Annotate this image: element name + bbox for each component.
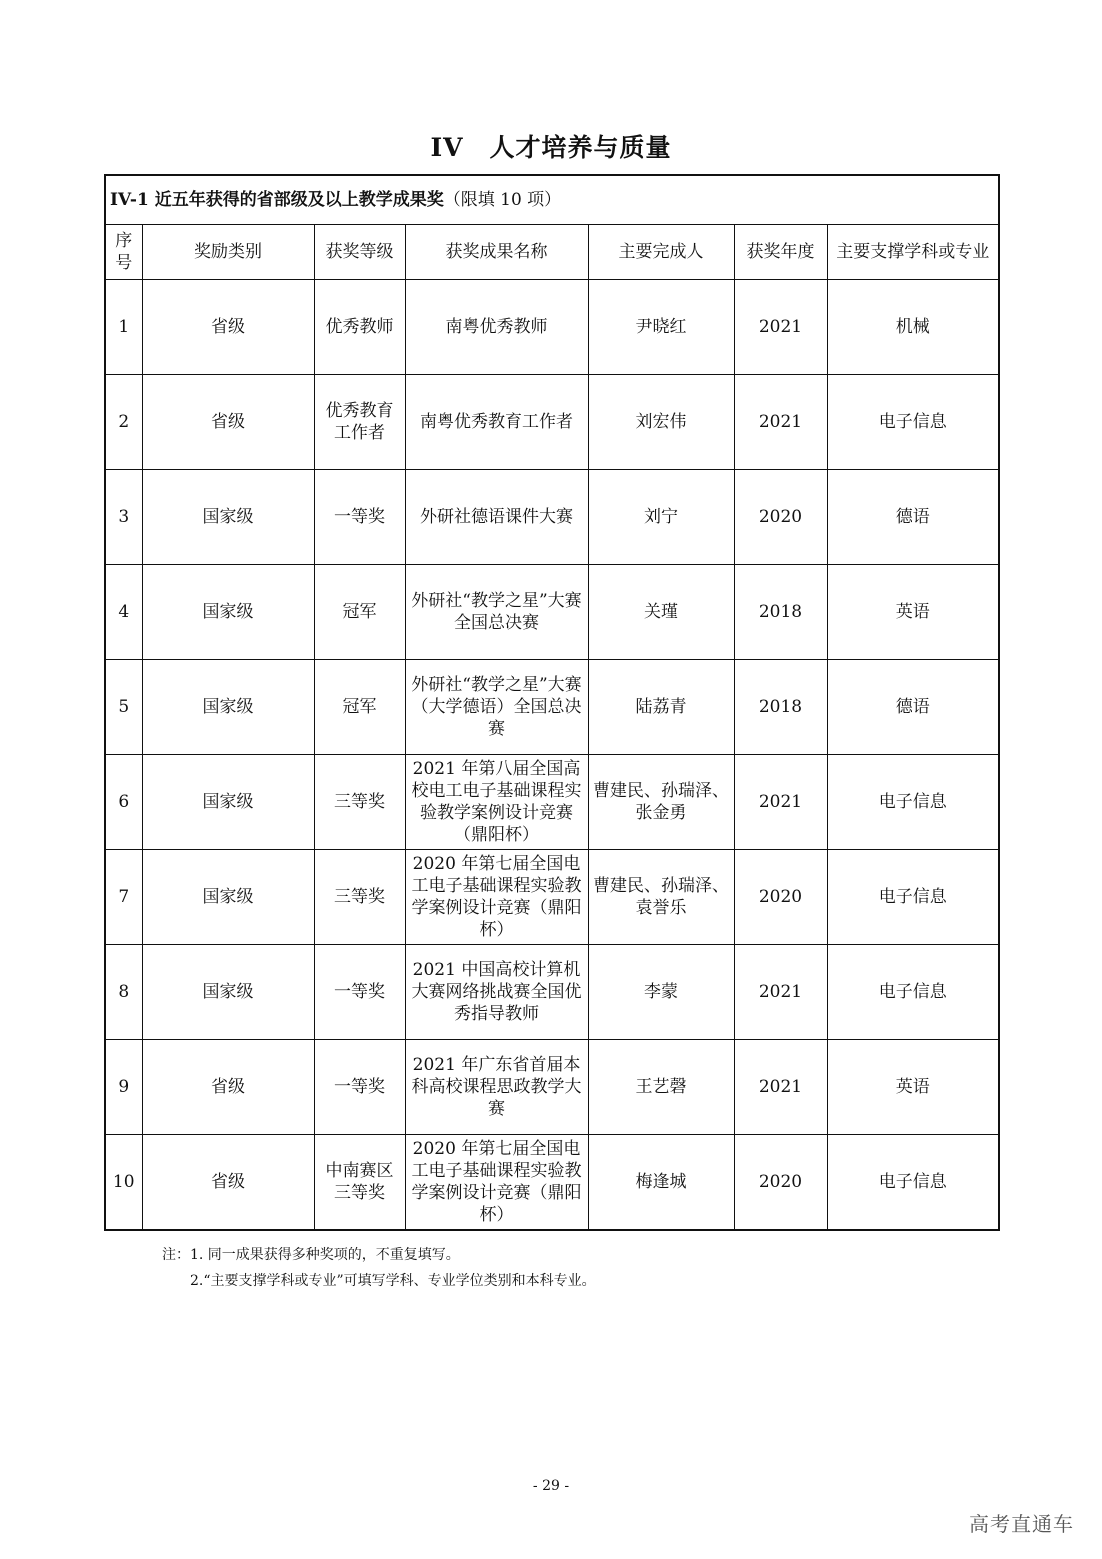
cell-name: 外研社“教学之星”大赛全国总决赛 xyxy=(405,565,588,660)
cell-name: 2021 年广东省首届本科高校课程思政教学大赛 xyxy=(405,1040,588,1135)
cell-level: 冠军 xyxy=(314,660,405,755)
table-row xyxy=(105,1040,999,1135)
cell-level: 一等奖 xyxy=(314,470,405,565)
cell-no: 4 xyxy=(105,565,142,660)
column-header: 奖励类别 xyxy=(142,225,314,280)
cell-level: 优秀教师 xyxy=(314,280,405,375)
cell-level: 优秀教育工作者 xyxy=(314,375,405,470)
cell-category: 国家级 xyxy=(142,850,314,945)
section-label: IV-1 近五年获得的省部级及以上教学成果奖 xyxy=(110,190,444,210)
cell-level: 一等奖 xyxy=(314,1040,405,1135)
column-header: 主要支撑学科或专业 xyxy=(827,225,999,280)
section-header xyxy=(105,175,999,225)
column-header: 获奖等级 xyxy=(314,225,405,280)
footnote: 注：1. 同一成果获得多种奖项的，不重复填写。 xyxy=(162,1247,460,1263)
awards-table xyxy=(104,174,1000,1231)
cell-person: 曹建民、孙瑞泽、张金勇 xyxy=(588,755,734,850)
cell-subject: 德语 xyxy=(827,470,999,565)
column-header: 序号 xyxy=(105,225,142,280)
cell-year: 2021 xyxy=(734,1040,827,1135)
cell-subject: 英语 xyxy=(827,1040,999,1135)
cell-subject: 电子信息 xyxy=(827,945,999,1040)
cell-year: 2021 xyxy=(734,755,827,850)
column-header: 获奖成果名称 xyxy=(405,225,588,280)
cell-name: 2021 中国高校计算机大赛网络挑战赛全国优秀指导教师 xyxy=(405,945,588,1040)
cell-year: 2020 xyxy=(734,850,827,945)
cell-year: 2021 xyxy=(734,375,827,470)
cell-level: 三等奖 xyxy=(314,850,405,945)
cell-name: 2021 年第八届全国高校电工电子基础课程实验教学案例设计竞赛（鼎阳杯） xyxy=(405,755,588,850)
cell-subject: 机械 xyxy=(827,280,999,375)
cell-category: 国家级 xyxy=(142,565,314,660)
cell-level: 冠军 xyxy=(314,565,405,660)
table-row xyxy=(105,470,999,565)
cell-subject: 电子信息 xyxy=(827,1135,999,1231)
cell-no: 9 xyxy=(105,1040,142,1135)
cell-no: 6 xyxy=(105,755,142,850)
table-row xyxy=(105,565,999,660)
footnotes xyxy=(162,1242,596,1294)
cell-level: 中南赛区三等奖 xyxy=(314,1135,405,1231)
cell-category: 国家级 xyxy=(142,470,314,565)
cell-category: 省级 xyxy=(142,1040,314,1135)
cell-subject: 电子信息 xyxy=(827,755,999,850)
cell-level: 三等奖 xyxy=(314,755,405,850)
cell-person: 关瑾 xyxy=(588,565,734,660)
cell-category: 省级 xyxy=(142,1135,314,1231)
table-row xyxy=(105,375,999,470)
cell-year: 2021 xyxy=(734,280,827,375)
column-header: 获奖年度 xyxy=(734,225,827,280)
cell-subject: 英语 xyxy=(827,565,999,660)
watermark: 高考直通车 xyxy=(969,1512,1074,1536)
cell-no: 5 xyxy=(105,660,142,755)
cell-subject: 电子信息 xyxy=(827,375,999,470)
cell-category: 省级 xyxy=(142,375,314,470)
cell-category: 国家级 xyxy=(142,755,314,850)
footnote: 2.“主要支撑学科或专业”可填写学科、专业学位类别和本科专业。 xyxy=(190,1273,596,1289)
cell-person: 刘宁 xyxy=(588,470,734,565)
cell-year: 2018 xyxy=(734,565,827,660)
cell-level: 一等奖 xyxy=(314,945,405,1040)
section-note: （限填 10 项） xyxy=(443,190,562,210)
cell-category: 省级 xyxy=(142,280,314,375)
page-title xyxy=(0,128,1102,164)
table-row xyxy=(105,755,999,850)
page-title-roman: IV xyxy=(430,133,464,162)
cell-no: 3 xyxy=(105,470,142,565)
table-row xyxy=(105,1135,999,1231)
cell-year: 2020 xyxy=(734,470,827,565)
cell-no: 8 xyxy=(105,945,142,1040)
cell-name: 外研社德语课件大赛 xyxy=(405,470,588,565)
cell-person: 梅逢城 xyxy=(588,1135,734,1231)
cell-no: 2 xyxy=(105,375,142,470)
cell-name: 南粤优秀教育工作者 xyxy=(405,375,588,470)
cell-category: 国家级 xyxy=(142,945,314,1040)
table-row xyxy=(105,280,999,375)
cell-no: 10 xyxy=(105,1135,142,1231)
column-header: 主要完成人 xyxy=(588,225,734,280)
cell-category: 国家级 xyxy=(142,660,314,755)
cell-subject: 电子信息 xyxy=(827,850,999,945)
cell-name: 南粤优秀教师 xyxy=(405,280,588,375)
cell-year: 2021 xyxy=(734,945,827,1040)
cell-name: 2020 年第七届全国电工电子基础课程实验教学案例设计竞赛（鼎阳杯） xyxy=(405,850,588,945)
cell-year: 2018 xyxy=(734,660,827,755)
cell-no: 1 xyxy=(105,280,142,375)
cell-person: 王艺磬 xyxy=(588,1040,734,1135)
cell-year: 2020 xyxy=(734,1135,827,1231)
cell-name: 外研社“教学之星”大赛（大学德语）全国总决赛 xyxy=(405,660,588,755)
cell-person: 陆荔青 xyxy=(588,660,734,755)
cell-person: 刘宏伟 xyxy=(588,375,734,470)
table-header-row xyxy=(105,225,999,280)
cell-person: 曹建民、孙瑞泽、袁誉乐 xyxy=(588,850,734,945)
cell-person: 尹晓红 xyxy=(588,280,734,375)
table-row xyxy=(105,945,999,1040)
cell-name: 2020 年第七届全国电工电子基础课程实验教学案例设计竞赛（鼎阳杯） xyxy=(405,1135,588,1231)
page-title-text: 人才培养与质量 xyxy=(489,133,672,162)
table-row xyxy=(105,850,999,945)
table-row xyxy=(105,660,999,755)
cell-subject: 德语 xyxy=(827,660,999,755)
cell-person: 李蒙 xyxy=(588,945,734,1040)
cell-no: 7 xyxy=(105,850,142,945)
page-number: - 29 - xyxy=(532,1478,570,1494)
